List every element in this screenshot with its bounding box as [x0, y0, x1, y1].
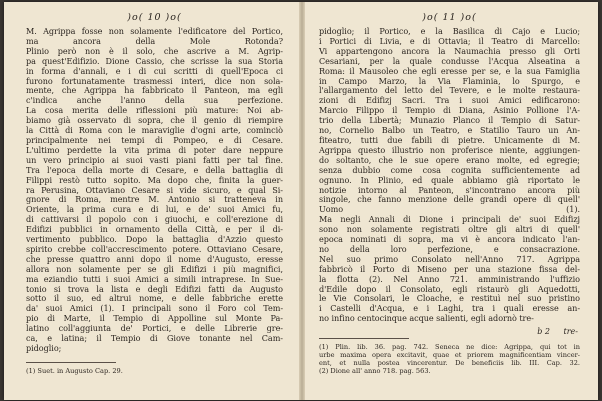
text-line: singole, che fanno menzione delle grandi opere di quell': [319, 194, 580, 205]
text-line: furono fortunatamente trasmessi interi, dice non sola-: [26, 75, 283, 86]
text-line: Agrippa questo illustrio non proferisce niente, aggiungen-: [319, 144, 580, 155]
text-line: ma eziandio tutti i suoi Amici a simili intraprese. In Sue-: [26, 273, 283, 284]
text-line: vertimento pubblico. Dopo la battaglia d'Azzio questo: [26, 234, 283, 245]
text-line: allora non solamente per se gli Edifizi i più magnifici,: [26, 263, 283, 274]
text-line: latino coll'aggiunta de' Portici, e delle Librerie gre-: [26, 323, 283, 334]
text-line: sotto il suo, ed altrui nome, e delle fabbriche erette: [26, 293, 283, 304]
footnote-separator: [26, 362, 116, 363]
text-line: ma ancora della Mole Rotonda?: [26, 35, 283, 46]
text-line: Nel suo primo Consolato nell'Anno 717. Agrippa: [319, 253, 580, 264]
text-line: do soltanto, che le sue opere erano molte, ed egregie;: [319, 154, 580, 165]
left-body-text: [26, 27, 283, 354]
text-line: ra Perusina, Ottaviano Cesare si vide sicuro, e qual Si-: [26, 184, 283, 195]
text-line: principalmente nei tempi di Pompeo, e di Cesare.: [26, 134, 283, 145]
text-line: pidoglio;: [26, 343, 62, 353]
text-line: Cesariani, per la quale condusse l'Acqua Alseatina a: [319, 55, 580, 66]
text-line: c'indica anche l'anno della sua perfezione.: [26, 95, 283, 106]
text-line: Oriente, la prima cura e di lui, e de' suoi Amici fu,: [26, 204, 283, 215]
text-line: la Città di Roma con le maraviglie d'ogni arte, cominciò: [26, 125, 283, 136]
text-line: Filippi restò tutto sopito. Ma dopo che, finita la guer-: [26, 174, 283, 185]
footnote-line: (1) Plin. lib. 36. pag. 742. Seneca ne dice: Agrippa, qui tot in: [319, 343, 580, 352]
text-line: Roma: il Mausoleo che egli eresse per se, e la sua Famiglia: [319, 65, 580, 76]
footnote-line: ent, et nulla postea vincerentur. De beneficiis lib. III. Cap. 32.: [319, 359, 580, 368]
text-line: Ma negli Annali di Dione i principali de' suoi Edifizj: [319, 214, 580, 225]
text-line: notizie intorno al Panteon, s'incontrano ancora più: [319, 184, 580, 195]
book-spread: [4, 2, 598, 400]
text-line: pio di Marte, il Tempio di Appolline sul Monte Pa-: [26, 313, 283, 324]
text-line: Edifizi pubblici in ornamento della Città, e per il di-: [26, 224, 283, 235]
text-line: mente, che Agrippa ha fabbricato il Panteon, ma egli: [26, 85, 283, 96]
signature-mark: b 2: [537, 327, 550, 336]
text-line: senza dubbio come cosa cognita sufficientemente ad: [319, 164, 580, 175]
text-line: La cosa merita delle riflessioni più mature: Noi ab-: [26, 105, 283, 116]
text-line: no della loro perfezione, e consacrazione.: [319, 243, 580, 254]
page-header-left: )o( 10 )o(: [127, 12, 182, 23]
text-line: zioni di Edifizj Sacri. Tra i suoi Amici edificarono:: [319, 95, 580, 106]
text-line: pidoglio; il Portico, e la Basilica di Cajo e Lucio;: [319, 26, 580, 36]
text-line: la flotta (2). Nel Anno 721. amministrando l'uffizio: [319, 273, 580, 284]
text-line: d'Edile dopo il Consolato, egli ristaurò gli Aquedotti,: [319, 283, 580, 294]
text-line: sono non solamente registrati oltre gli altri di quell': [319, 224, 580, 235]
page-header-right: )o( 11 )o(: [422, 12, 477, 23]
text-line: che presse quattro anni dopo il nome d'Augusto, eresse: [26, 253, 283, 264]
catchword: tre-: [563, 327, 578, 336]
text-line: Uomo (1).: [319, 204, 580, 215]
text-line: biamo già osservato di sopra, che il genio di riempire: [26, 115, 283, 126]
text-line: Marcio Filippo il Tempio di Diana, Asinio Pollione l'A-: [319, 105, 580, 116]
text-line: un vero principio ai suoi vasti piani fatti per tal fine.: [26, 154, 283, 165]
text-line: gnore di Roma, mentre M. Antonio si tratteneva in: [26, 194, 283, 205]
text-line: Plinio però non è il solo, che ascrive a M. Agrip-: [26, 45, 283, 56]
text-line: Vi appartengono ancora la Naumachia presso gli Orti: [319, 45, 580, 56]
text-line: no infino centocinque acque salienti, egli adornò tre-: [319, 313, 534, 324]
text-line: ca, e latina; il Tempio di Giove tonante nel Cam-: [26, 333, 283, 344]
text-line: fiteatro, tutti due fabili di pietre. Unicamente di M.: [319, 134, 580, 145]
text-line: M. Agrippa fosse non solamente l'edificatore del Portico,: [26, 26, 283, 36]
text-line: da' suoi Amici (1). I principali sono il Foro col Tem-: [26, 303, 283, 314]
text-line: in forma d'annali, e i di cui scritti di quell'Epoca ci: [26, 65, 283, 76]
text-line: Tra l'epoca della morte di Cesare, e della battaglia di: [26, 164, 283, 175]
footnote-line: (1) Suet. in Augusto Cap. 29.: [26, 366, 123, 375]
text-line: pa quest'Edifizio. Dione Cassio, che scrisse la sua Storia: [26, 55, 283, 66]
right-body-text: [319, 27, 580, 324]
text-line: di cattivarsi il popolo con i giuochi, e coll'erezione di: [26, 214, 283, 225]
right-page: [301, 2, 598, 400]
left-footnotes: [26, 367, 283, 375]
text-line: trio della Libertà; Munazio Planco il Tempio di Satur-: [319, 115, 580, 126]
footnote-separator: [319, 338, 409, 339]
text-line: tonio si trova la lista e degli Edifizi fatti da Augusto: [26, 283, 283, 294]
text-line: in Campo Marzo, la Via Flaminia, lo Spurgo, e: [319, 75, 580, 86]
text-line: l'allargamento del letto del Tevere, e le molte restaura-: [319, 85, 580, 96]
text-line: spirito crebbe coll'accrescimento potere. Ottaviano Cesare,: [26, 243, 283, 254]
text-line: le Vie Consolari, le Cloache, e restituì nel suo pristino: [319, 293, 580, 304]
text-line: i Castelli d'Acqua, e i Laghi, tra i quali eresse an-: [319, 303, 580, 314]
left-page: [4, 2, 301, 400]
text-line: fabbricò il Porto di Miseno per una stazione fissa del-: [319, 263, 580, 274]
text-line: epoca nominati di sopra, ma vi è ancora indicato l'an-: [319, 234, 580, 245]
footnote-line: urbe maxima opera excitavit, quae et priorem magnificentiam vincer-: [319, 351, 580, 360]
text-line: no, Cornelio Balbo un Teatro, e Statilio Tauro un An-: [319, 125, 580, 136]
footnote-line: (2) Dione all' anno 718. pag. 563.: [319, 367, 431, 376]
text-line: L'ultimo perdette la vita prima di poter dare neppure: [26, 144, 283, 155]
text-line: ognuno. In Plinio, ed quale abbiamo già riportato le: [319, 174, 580, 185]
right-footnotes: [319, 343, 580, 375]
text-line: i Portici di Livia, e di Ottavia; il Teatro di Marcello:: [319, 35, 580, 46]
